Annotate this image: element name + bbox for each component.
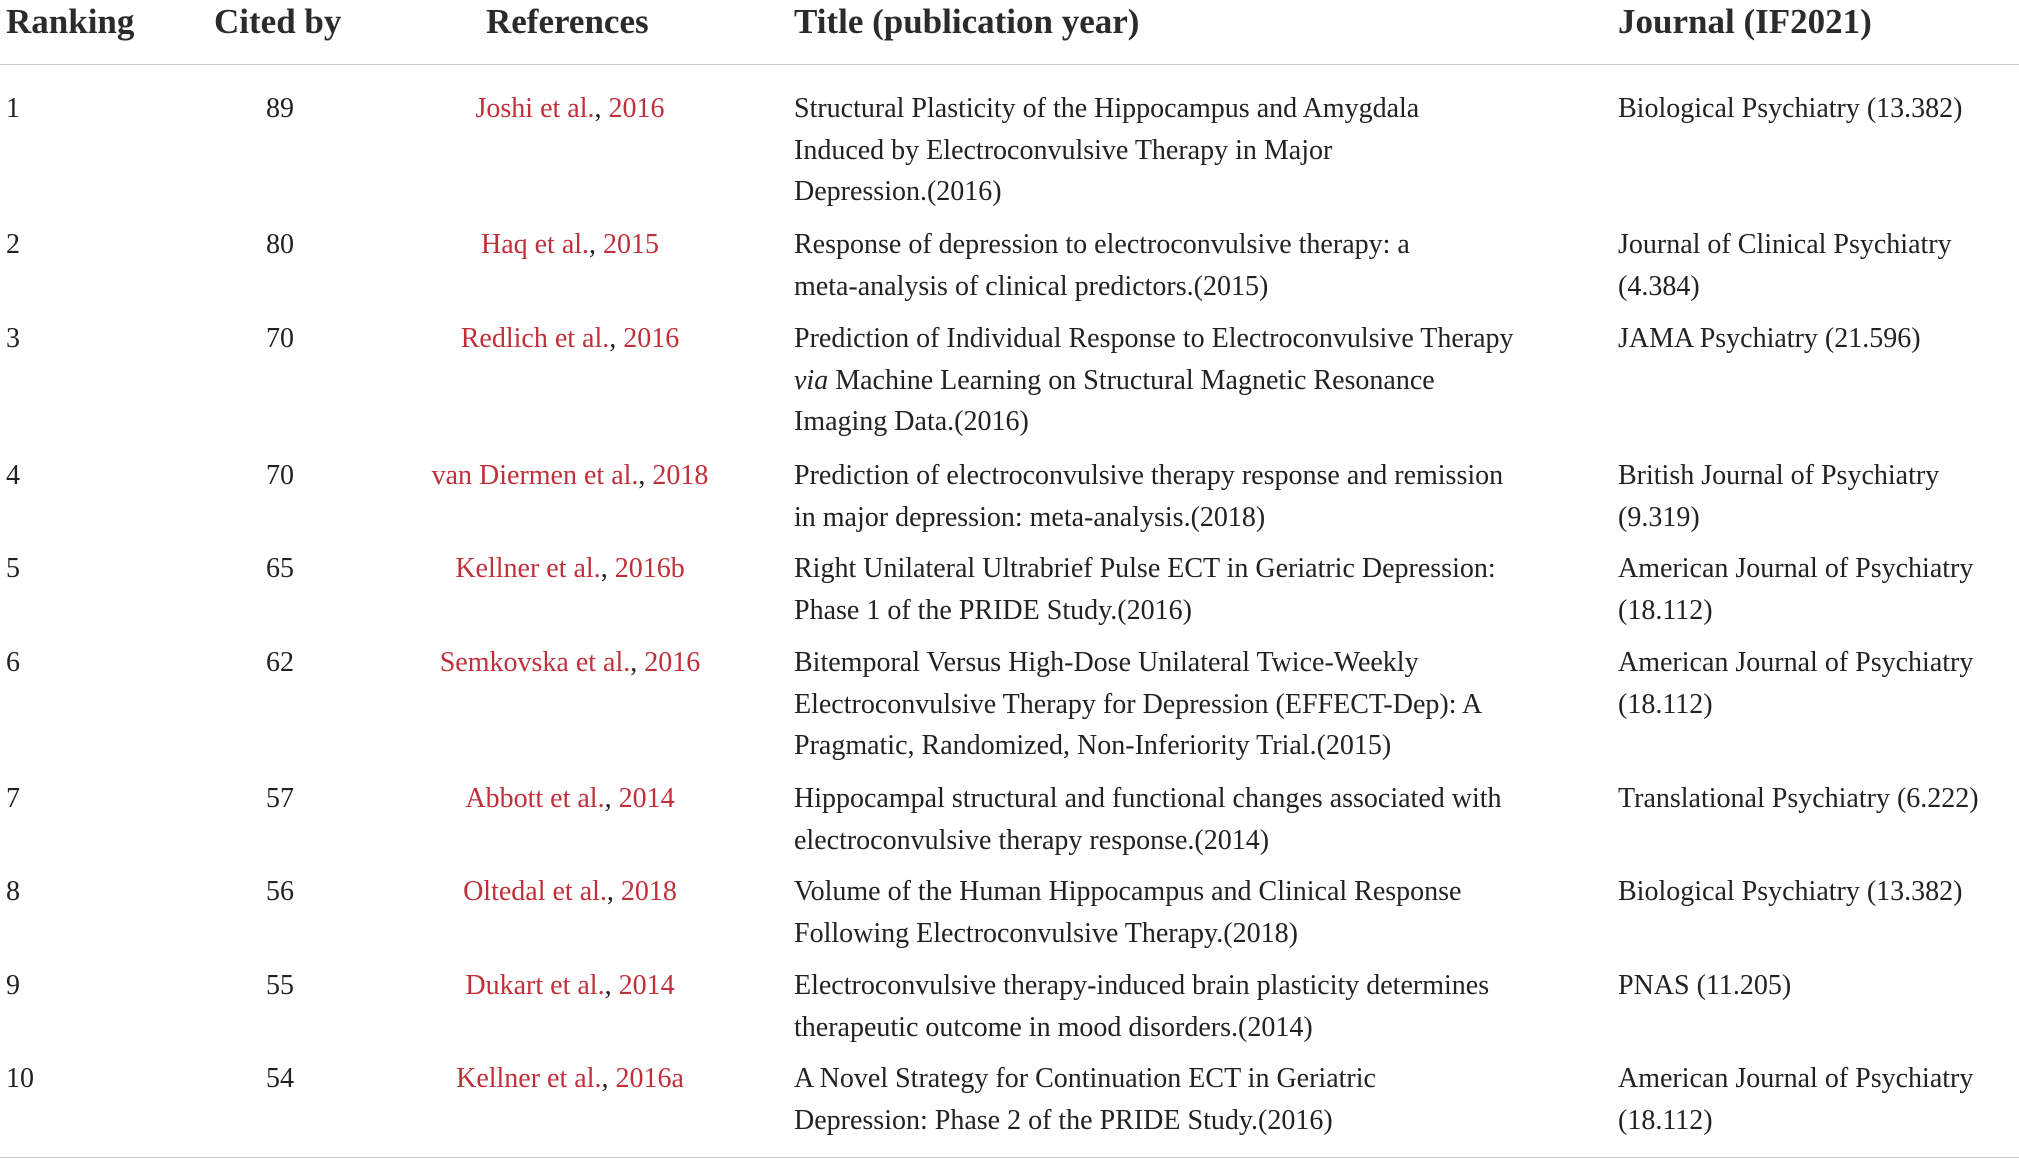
cited-by-cell: 55 (266, 970, 294, 1001)
title-line: Electroconvulsive Therapy for Depression (EFFECT-Dep): A (794, 688, 1483, 720)
reference-separator: , (604, 970, 619, 1001)
title-cell (794, 548, 1584, 631)
ranking-cell: 10 (6, 1063, 34, 1094)
reference-author-link[interactable]: Kellner et al. (456, 1063, 602, 1094)
cited-by-cell: 70 (266, 460, 294, 491)
journal-line: American Journal of Psychiatry (1618, 1063, 1974, 1094)
reference-cell (380, 88, 760, 130)
ranking-cell: 2 (6, 229, 20, 260)
reference-author-link[interactable]: Redlich et al. (460, 323, 610, 354)
ranking-cell: 6 (6, 647, 20, 678)
reference-year-link[interactable]: 2014 (618, 783, 675, 814)
reference-author-link[interactable]: Oltedal et al. (463, 876, 607, 907)
ranking-cell: 4 (6, 460, 20, 491)
title-line: Induced by Electroconvulsive Therapy in Major (794, 134, 1333, 166)
reference-cell (380, 778, 760, 820)
table-header (0, 0, 2019, 65)
reference-year-link[interactable]: 2018 (620, 876, 677, 907)
title-line: Right Unilateral Ultrabrief Pulse ECT in Geriatric Depression: (794, 553, 1496, 584)
title-line: Imaging Data.(2016) (794, 406, 1029, 437)
title-cell (794, 1058, 1584, 1141)
header-journal: Journal (IF2021) (1618, 2, 1872, 41)
reference-separator: , (600, 553, 615, 584)
journal-line: Biological Psychiatry (13.382) (1618, 876, 1963, 907)
journal-line: PNAS (11.205) (1618, 970, 1792, 1001)
title-line: Depression: Phase 2 of the PRIDE Study.(2016) (794, 1104, 1333, 1136)
journal-line: (18.112) (1618, 1104, 1713, 1136)
journal-cell (1618, 224, 2018, 307)
journal-cell (1618, 318, 2018, 360)
title-cell (794, 642, 1584, 767)
reference-year-link[interactable]: 2014 (618, 970, 675, 1001)
journal-line: (18.112) (1618, 688, 1713, 720)
ranking-cell: 9 (6, 970, 20, 1001)
bottom-divider (0, 1157, 2019, 1158)
reference-year-link[interactable]: 2016b (614, 553, 685, 584)
reference-separator: , (606, 876, 621, 907)
reference-year-link[interactable]: 2016 (623, 323, 680, 354)
title-line: electroconvulsive therapy response.(2014) (794, 824, 1270, 856)
journal-cell (1618, 965, 2018, 1007)
title-cell (794, 778, 1584, 861)
title-line: Following Electroconvulsive Therapy.(2018) (794, 917, 1298, 949)
reference-author-link[interactable]: van Diermen et al. (431, 460, 639, 491)
journal-line: Translational Psychiatry (6.222) (1618, 783, 1979, 814)
reference-author-link[interactable]: Abbott et al. (465, 783, 605, 814)
reference-cell (380, 548, 760, 590)
reference-separator: , (601, 1063, 616, 1094)
ranking-cell: 7 (6, 783, 20, 814)
title-cell (794, 224, 1584, 307)
title-line: Volume of the Human Hippocampus and Clinical Response (794, 876, 1462, 907)
journal-cell (1618, 642, 2018, 725)
title-line: Structural Plasticity of the Hippocampus and Amygdala (794, 93, 1420, 124)
title-line: Hippocampal structural and functional changes associated with (794, 783, 1502, 814)
title-cell (794, 965, 1584, 1048)
journal-line: (9.319) (1618, 501, 1700, 533)
title-line: Prediction of electroconvulsive therapy response and remission (794, 460, 1504, 491)
reference-author-link[interactable]: Joshi et al. (475, 93, 595, 124)
journal-cell (1618, 778, 2018, 820)
journal-line: British Journal of Psychiatry (1618, 460, 1940, 491)
journal-cell (1618, 548, 2018, 631)
reference-cell (380, 965, 760, 1007)
title-cell (794, 455, 1584, 538)
reference-separator: , (630, 647, 645, 678)
reference-separator: , (594, 93, 609, 124)
title-cell (794, 871, 1584, 954)
title-line: A Novel Strategy for Continuation ECT in Geriatric (794, 1063, 1376, 1094)
title-line: Phase 1 of the PRIDE Study.(2016) (794, 594, 1192, 626)
header-cited-by: Cited by (214, 2, 342, 41)
reference-year-link[interactable]: 2015 (603, 229, 660, 260)
reference-cell (380, 318, 760, 360)
journal-line: Biological Psychiatry (13.382) (1618, 93, 1963, 124)
cited-by-cell: 56 (266, 876, 294, 907)
header-title: Title (publication year) (794, 2, 1140, 41)
cited-by-cell: 70 (266, 323, 294, 354)
title-line: meta-analysis of clinical predictors.(2015) (794, 270, 1269, 302)
journal-line: Journal of Clinical Psychiatry (1618, 229, 1952, 260)
journal-line: JAMA Psychiatry (21.596) (1618, 323, 1921, 354)
journal-cell (1618, 88, 2018, 130)
journal-line: American Journal of Psychiatry (1618, 647, 1974, 678)
title-cell (794, 318, 1584, 443)
ranking-cell: 8 (6, 876, 20, 907)
reference-year-link[interactable]: 2016 (644, 647, 701, 678)
reference-author-link[interactable]: Kellner et al. (455, 553, 601, 584)
cited-by-cell: 89 (266, 93, 294, 124)
reference-cell (380, 642, 760, 684)
journal-cell (1618, 455, 2018, 538)
title-line: Prediction of Individual Response to Electroconvulsive Therapy (794, 323, 1514, 354)
reference-separator: , (589, 229, 604, 260)
journal-cell (1618, 871, 2018, 913)
ranking-cell: 5 (6, 553, 20, 584)
reference-cell (380, 871, 760, 913)
journal-line: American Journal of Psychiatry (1618, 553, 1974, 584)
ranking-cell: 1 (6, 93, 20, 124)
cited-by-cell: 57 (266, 783, 294, 814)
journal-cell (1618, 1058, 2018, 1141)
title-cell (794, 88, 1584, 213)
reference-author-link[interactable]: Semkovska et al. (439, 647, 631, 678)
cited-by-cell: 54 (266, 1063, 294, 1094)
reference-year-link[interactable]: 2018 (652, 460, 709, 491)
reference-author-link[interactable]: Haq et al. (480, 229, 590, 260)
title-line: via Machine Learning on Structural Magnetic Resonance (794, 364, 1435, 396)
title-line: Response of depression to electroconvulsive therapy: a (794, 229, 1410, 260)
journal-line: (4.384) (1618, 270, 1700, 302)
reference-separator: , (604, 783, 619, 814)
title-line: Electroconvulsive therapy-induced brain plasticity determines (794, 970, 1490, 1001)
reference-cell (380, 224, 760, 266)
reference-cell (380, 455, 760, 497)
reference-separator: , (638, 460, 653, 491)
title-line: in major depression: meta-analysis.(2018) (794, 501, 1266, 533)
reference-year-link[interactable]: 2016a (615, 1063, 684, 1094)
title-line: Bitemporal Versus High-Dose Unilateral Twice-Weekly (794, 647, 1419, 678)
reference-separator: , (609, 323, 624, 354)
header-references: References (486, 2, 649, 41)
title-line: Pragmatic, Randomized, Non-Inferiority Trial.(2015) (794, 730, 1392, 761)
reference-year-link[interactable]: 2016 (608, 93, 665, 124)
journal-line: (18.112) (1618, 594, 1713, 626)
reference-author-link[interactable]: Dukart et al. (465, 970, 605, 1001)
title-line: Depression.(2016) (794, 176, 1002, 207)
cited-by-cell: 65 (266, 553, 294, 584)
title-line: therapeutic outcome in mood disorders.(2014) (794, 1011, 1313, 1043)
cited-by-cell: 62 (266, 647, 294, 678)
ranking-cell: 3 (6, 323, 20, 354)
cited-by-cell: 80 (266, 229, 294, 260)
header-ranking: Ranking (6, 2, 135, 41)
reference-cell (380, 1058, 760, 1100)
